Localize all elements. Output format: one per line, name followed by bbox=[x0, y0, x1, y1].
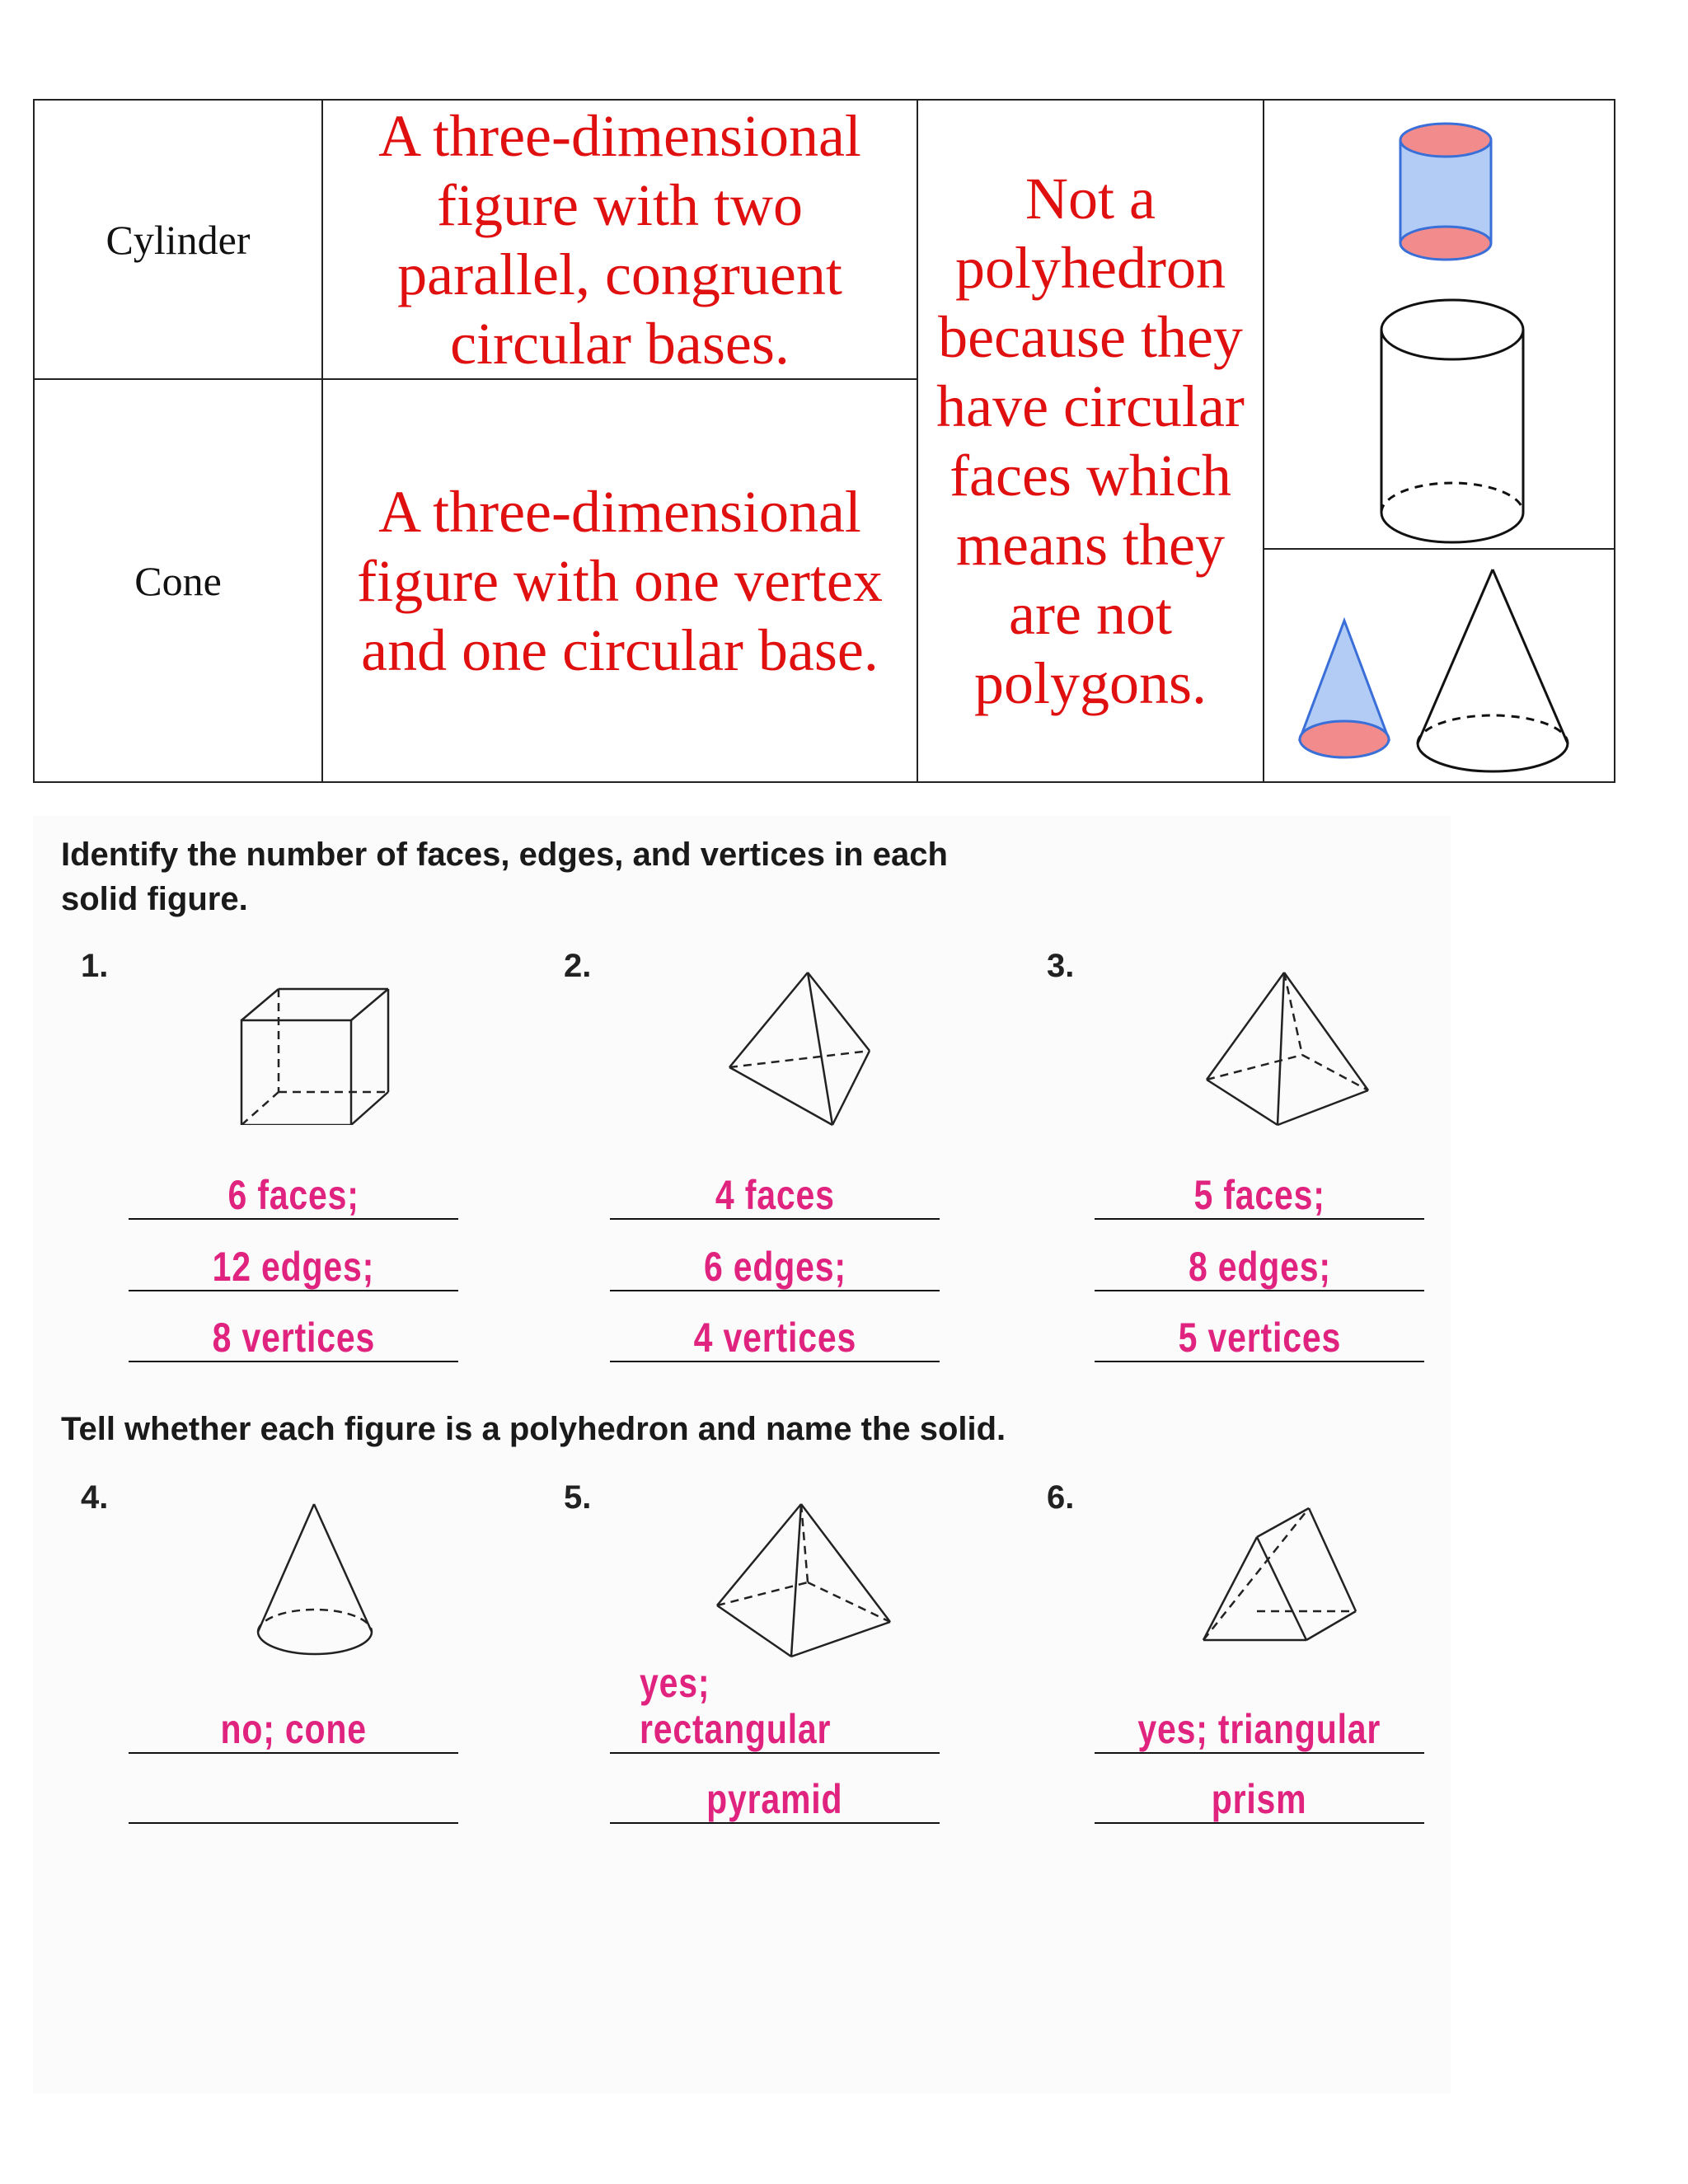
answer-text: 8 vertices bbox=[212, 1315, 375, 1361]
answer-line bbox=[610, 1242, 940, 1291]
answer-text: 12 edges; bbox=[212, 1244, 375, 1290]
answer-text: yes; rectangular bbox=[640, 1660, 832, 1752]
note-line: are not bbox=[1009, 581, 1172, 647]
answer-text: prism bbox=[1212, 1776, 1307, 1822]
note-line: faces which bbox=[950, 443, 1231, 509]
definition-cylinder bbox=[323, 101, 917, 378]
heading-line: Identify the number of faces, edges, and vertices in each bbox=[61, 837, 948, 873]
definition-line: parallel, congruent bbox=[397, 241, 842, 307]
answer-text: 6 edges; bbox=[703, 1244, 846, 1290]
polyhedron-note bbox=[918, 101, 1263, 781]
triangular-pyramid-icon bbox=[717, 968, 882, 1133]
item-number: 1. bbox=[81, 948, 109, 984]
cone-icon bbox=[251, 1500, 383, 1665]
item-number: 2. bbox=[564, 948, 592, 984]
item-number: 3. bbox=[1047, 948, 1075, 984]
definition-cone bbox=[323, 380, 917, 781]
answer-text: 4 faces bbox=[715, 1172, 835, 1218]
answer-line bbox=[1095, 1170, 1424, 1220]
answer-line bbox=[129, 1170, 458, 1220]
answer-line bbox=[129, 1704, 458, 1754]
answer-text: 4 vertices bbox=[693, 1315, 856, 1361]
cone-icon bbox=[1264, 550, 1615, 781]
cylinder-illustrations bbox=[1264, 101, 1615, 548]
heading-line: solid figure. bbox=[61, 881, 248, 917]
definition-line: figure with one vertex bbox=[357, 547, 883, 614]
answer-text: pyramid bbox=[706, 1776, 843, 1822]
definition-line: and one circular base. bbox=[361, 616, 879, 683]
answer-text: 6 faces; bbox=[227, 1172, 359, 1218]
cube-icon bbox=[231, 981, 429, 1125]
answer-line bbox=[129, 1313, 458, 1362]
definition-line: circular bases. bbox=[450, 310, 790, 377]
answer-line bbox=[1095, 1313, 1424, 1362]
answer-text: yes; triangular bbox=[1137, 1706, 1381, 1752]
item-number: 5. bbox=[564, 1479, 592, 1516]
term-cone: Cone bbox=[134, 557, 222, 604]
answer-text: 5 vertices bbox=[1178, 1315, 1341, 1361]
item-number: 6. bbox=[1047, 1479, 1075, 1516]
square-pyramid-icon bbox=[1195, 968, 1376, 1133]
cone-illustrations bbox=[1264, 550, 1615, 781]
cylinder-icon bbox=[1264, 101, 1615, 548]
section1-heading bbox=[61, 832, 948, 921]
term-cylinder: Cylinder bbox=[106, 216, 251, 263]
item-number: 4. bbox=[81, 1479, 109, 1516]
note-line: polyhedron bbox=[955, 235, 1226, 301]
answer-line bbox=[129, 1242, 458, 1291]
answer-line bbox=[610, 1170, 940, 1220]
note-line: polygons. bbox=[973, 650, 1207, 716]
definition-line: figure with two bbox=[437, 171, 803, 238]
rectangular-pyramid-icon bbox=[709, 1500, 898, 1665]
answer-text: no; cone bbox=[220, 1706, 367, 1752]
answer-line bbox=[1095, 1242, 1424, 1291]
triangular-prism-icon bbox=[1195, 1504, 1385, 1652]
answer-line bbox=[610, 1313, 940, 1362]
answer-line bbox=[1095, 1774, 1424, 1824]
answer-text: 8 edges; bbox=[1188, 1244, 1331, 1290]
definition-line: A three-dimensional bbox=[378, 478, 861, 545]
answer-line bbox=[610, 1774, 940, 1824]
note-line: means they bbox=[956, 512, 1225, 578]
answer-text: 5 faces; bbox=[1193, 1172, 1325, 1218]
definition-line: A three-dimensional bbox=[378, 102, 861, 169]
answer-line bbox=[1095, 1704, 1424, 1754]
section2-heading: Tell whether each figure is a polyhedron and name the solid. bbox=[61, 1411, 1006, 1447]
worksheet bbox=[33, 816, 1451, 2093]
definition-table bbox=[33, 99, 1615, 783]
answer-line bbox=[610, 1660, 940, 1754]
answer-line bbox=[129, 1774, 458, 1824]
note-line: have circular bbox=[936, 373, 1245, 439]
note-line: because they bbox=[938, 304, 1243, 370]
note-line: Not a bbox=[1025, 166, 1156, 232]
